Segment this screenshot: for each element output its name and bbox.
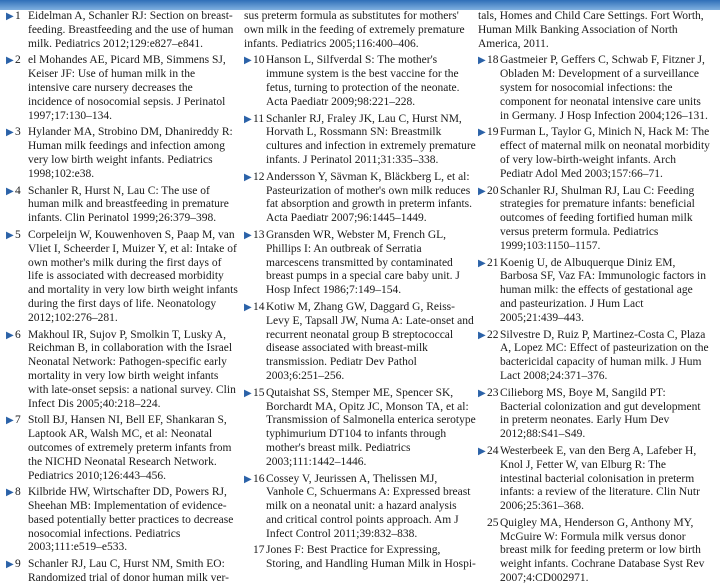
reference-text: Schanler RJ, Lau C, Hurst NM, Smith EO: Randomized trial of donor human milk ver- [28,558,229,585]
reference-text: sus preterm formula as substitutes for mothers' own milk in the feeding of extremely premature infants. Pediatrics 2005;116:400–406. [244,10,465,50]
reference-continuation [478,10,710,51]
reference-text: Furman L, Taylor G, Minich N, Hack M: The effect of maternal milk on neonatal morbidity of very low-birth-weight infants. Arch Pediatr Adol Med 2003;157:66–71. [500,126,710,180]
reference-text: Gastmeier P, Geffers C, Schwab F, Fitzner J, Obladen M: Development of a surveillance system for nosocomial infections: the component for neonatal intensive care units in Germany. J Hosp Infection 2004;126–131. [500,54,708,122]
crossref-arrow-icon[interactable]: ▶ [478,445,486,457]
reference-text: Kilbride HW, Wirtschafter DD, Powers RJ, Sheehan MB: Implementation of evidence-based potentially better practices to decrease nosocomial infections. Pediatrics 2003;111:e519–e533. [28,486,234,554]
reference-item [244,387,476,470]
reference-text: Koenig U, de Albuquerque Diniz EM, Barbosa SF, Vaz FA: Immunologic factors in human milk: the effects of gestational age and pasteurization. J Hum Lact 2005;21:439–443. [500,256,706,324]
reference-number: 22 [487,328,499,341]
reference-text: Cossey V, Jeurissen A, Thelissen MJ, Vanhole C, Schuermans A: Expressed breast milk on a neonatal unit: a hazard analysis and critical control points approach. Am J Infect Control 2011;39:832–838. [266,472,471,540]
crossref-arrow-icon[interactable]: ▶ [244,113,252,125]
reference-item [478,126,710,181]
crossref-arrow-icon[interactable]: ▶ [6,415,14,427]
crossref-arrow-icon[interactable]: ▶ [6,11,14,22]
reference-item [478,517,710,586]
reference-column-3 [478,10,710,585]
reference-item [244,301,476,384]
reference-item [6,329,238,412]
reference-text: Andersson Y, Sävman K, Bläckberg L, et al: Pasteurization of mother's own milk reduces fat absorption and growth in preterm infants. Acta Paediatr 2007;96:1445–1449. [266,170,472,225]
reference-item [478,54,710,123]
reference-item [6,558,238,586]
crossref-arrow-icon[interactable]: ▶ [244,171,252,183]
reference-number: 14 [253,300,265,313]
reference-item [6,54,238,123]
crossref-arrow-icon[interactable]: ▶ [478,55,486,67]
reference-item [478,387,710,442]
reference-text: Qutaishat SS, Stemper ME, Spencer SK, Borchardt MA, Opitz JC, Monson TA, et al: Transmission of Salmonella enterica serotype typhimurium DT104 to infants through mother's breast milk. Pediatrics 2003;111:1442–1446. [266,386,476,468]
crossref-arrow-icon[interactable]: ▶ [6,329,14,341]
crossref-arrow-icon[interactable]: ▶ [244,387,252,399]
reference-number: 2 [15,54,21,67]
reference-number: 5 [15,228,21,241]
reference-number: 18 [487,54,499,67]
reference-number: 23 [487,386,499,399]
crossref-arrow-icon[interactable]: ▶ [478,127,486,139]
crossref-arrow-icon[interactable]: ▶ [244,229,252,241]
reference-number: 8 [15,486,21,499]
reference-item [244,54,476,109]
reference-number: 4 [15,184,21,197]
reference-number: 19 [487,126,499,139]
reference-number: 7 [15,414,21,427]
reference-text: Corpeleijn W, Kouwenhoven S, Paap M, van Vliet I, Scheerder I, Muizer Y, et al: Intake of own mother's milk during the first days of life is associated with decreased morbidity and mortality in very low birth weight infants during the first days of life. Neonatology 2012;102:276–281. [28,228,238,324]
crossref-arrow-icon[interactable]: ▶ [6,559,14,571]
reference-item [478,257,710,326]
reference-number: 16 [253,472,265,485]
reference-number: 6 [15,328,21,341]
reference-column-2 [244,10,476,571]
reference-item [6,10,238,51]
reference-text: Quigley MA, Henderson G, Anthony MY, McGuire W: Formula milk versus donor breast milk for feeding preterm or low birth weight infants. Cochrane Database Syst Rev 2007;4:CD002971. [500,516,705,585]
reference-text: Silvestre D, Ruiz P, Martinez-Costa C, Plaza A, Lopez MC: Effect of pasteurization on the bactericidal capacity of human milk. J Hum Lact 2008;24:371–376. [500,328,709,382]
reference-number: 12 [253,170,265,183]
reference-item [244,473,476,542]
top-accent-band [0,0,720,10]
reference-item [478,329,710,384]
reference-number: 21 [487,256,499,269]
reference-text: Makhoul IR, Sujov P, Smolkin T, Lusky A, Reichman B, in collaboration with the Israel Neonatal Network: Pathogen-specific early mortality in very low birth weight infants with late-onset sepsis: a national survey. Clin Infect Dis 2005;40:218–224. [28,328,236,410]
crossref-arrow-icon[interactable]: ▶ [478,185,486,197]
crossref-arrow-icon[interactable]: ▶ [6,127,14,139]
reference-number: 20 [487,184,499,197]
reference-item [244,113,476,168]
reference-text: el Mohandes AE, Picard MB, Simmens SJ, Keiser JF: Use of human milk in the intensive care nursery decreases the incidence of nosocomial sepsis. J Perinatol 1997;17:130–134. [28,54,226,122]
reference-number: 15 [253,386,265,399]
crossref-arrow-icon[interactable]: ▶ [6,229,14,241]
reference-text: Schanler RJ, Fraley JK, Lau C, Hurst NM, Horvath L, Rossmann SN: Breastmilk cultures and infection in extremely premature infants. J Perinatol 2011;31:335–338. [266,112,476,166]
crossref-arrow-icon[interactable]: ▶ [478,387,486,399]
reference-number: 1 [15,10,21,22]
crossref-arrow-icon[interactable]: ▶ [244,55,252,67]
reference-item [6,414,238,483]
crossref-arrow-icon[interactable]: ▶ [6,487,14,499]
reference-text: Hylander MA, Strobino DM, Dhanireddy R: Human milk feedings and infection among very low birth weight infants. Pediatrics 1998;102:e38. [28,126,233,180]
crossref-arrow-icon[interactable]: ▶ [244,473,252,485]
reference-text: Eidelman A, Schanler RJ: Section on breast-feeding. Breastfeeding and the use of human milk. Pediatrics 2012;129:e827–e841. [28,10,234,50]
reference-continuation [244,10,476,51]
reference-text: tals, Homes and Child Care Settings. Fort Worth, Human Milk Banking Association of North America, 2011. [478,10,704,50]
reference-text: Schanler RJ, Shulman RJ, Lau C: Feeding strategies for premature infants: beneficial outcomes of feeding fortified human milk versus preterm formula. Pediatrics 1999;103:1150–1157. [500,184,695,252]
crossref-arrow-icon[interactable]: ▶ [478,257,486,269]
reference-item [244,544,476,572]
reference-number: 13 [253,228,265,241]
reference-item [244,171,476,226]
reference-text: Jones F: Best Practice for Expressing, Storing, and Handling Human Milk in Hospi- [266,544,476,571]
reference-text: Westerbeek E, van den Berg A, Lafeber H, Knol J, Fetter W, van Elburg R: The intestinal bacterial colonisation in preterm infants: a review of the literature. Clin Nutr 2006;25:361–368. [500,444,700,513]
reference-text: Kotiw M, Zhang GW, Daggard G, Reiss-Levy E, Tapsall JW, Numa A: Late-onset and recurrent neonatal group B streptococcal disease associated with breast-milk transmission. Pediatr Dev Pathol 2003;6:251–256. [266,300,474,382]
reference-text: Hanson L, Silfverdal S: The mother's immune system is the best vaccine for the fetus, turning to protection of the neonate. Acta Paediatr 2009;98:221–228. [266,54,460,108]
reference-item [6,486,238,555]
reference-item [478,445,710,514]
reference-number: 3 [15,126,21,139]
reference-item [244,229,476,298]
reference-number: 25 [487,516,499,529]
crossref-arrow-icon[interactable]: ▶ [244,301,252,313]
crossref-arrow-icon[interactable]: ▶ [6,55,14,67]
reference-number: 11 [253,112,265,125]
reference-column-1 [6,10,238,585]
reference-text: Schanler R, Hurst N, Lau C: The use of human milk and breastfeeding in premature infants. Clin Perinatol 1999;26:379–398. [28,184,229,225]
reference-number: 9 [15,558,21,571]
reference-number: 24 [487,444,499,457]
reference-text: Cilieborg MS, Boye M, Sangild PT: Bacterial colonization and gut development in preterm neonates. Early Hum Dev 2012;88:S41–S49. [500,386,701,441]
reference-number: 17 [253,544,265,557]
reference-item [478,185,710,254]
reference-item [6,126,238,181]
reference-text: Stoll BJ, Hansen NI, Bell EF, Shankaran S, Laptook AR, Walsh MC, et al: Neonatal outcomes of extremely preterm infants from the NICHD Neonatal Research Network. Pediatrics 2010;126:443–456. [28,414,232,482]
reference-text: Gransden WR, Webster M, French GL, Phillips I: An outbreak of Serratia marcescens transmitted by contaminated breast pumps in a special care baby unit. J Hosp Infect 1986;7:149–154. [266,228,460,297]
reference-number: 10 [253,54,265,67]
reference-item [6,185,238,226]
reference-item [6,229,238,326]
crossref-arrow-icon[interactable]: ▶ [6,185,14,197]
crossref-arrow-icon[interactable]: ▶ [478,329,486,341]
